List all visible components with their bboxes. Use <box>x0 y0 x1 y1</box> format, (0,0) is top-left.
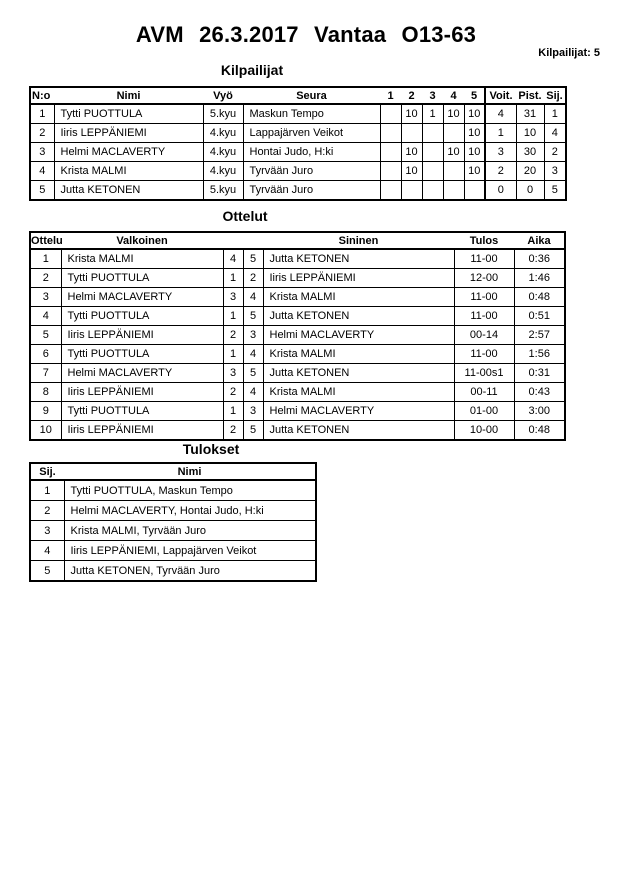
col-header-points: Pist. <box>516 87 544 104</box>
cell-score-3 <box>422 124 443 143</box>
cell-blue-name: Krista MALMI <box>263 345 454 364</box>
cell-match-no: 3 <box>30 288 61 307</box>
cell-score-2 <box>401 124 422 143</box>
cell-belt: 4.kyu <box>203 143 243 162</box>
cell-score-1 <box>380 162 401 181</box>
cell-score-3 <box>422 162 443 181</box>
cell-wins: 2 <box>485 162 516 181</box>
cell-name: Krista MALMI, Tyrvään Juro <box>64 521 316 541</box>
cell-white-no: 2 <box>223 421 243 441</box>
cell-blue-no: 4 <box>243 345 263 364</box>
cell-white-no: 1 <box>223 269 243 288</box>
cell-white-name: Helmi MACLAVERTY <box>61 288 223 307</box>
cell-white-no: 3 <box>223 364 243 383</box>
cell-name: Iiris LEPPÄNIEMI <box>54 124 203 143</box>
cell-score-4: 10 <box>443 104 464 124</box>
results-section-heading: Tulokset <box>182 441 240 457</box>
match-row <box>30 345 565 364</box>
cell-rank: 2 <box>30 501 64 521</box>
cell-time: 1:56 <box>514 345 565 364</box>
cell-match-no: 10 <box>30 421 61 441</box>
result-row <box>30 501 316 521</box>
cell-match-no: 8 <box>30 383 61 402</box>
cell-no: 1 <box>30 104 54 124</box>
competitor-row <box>30 124 566 143</box>
cell-points: 10 <box>516 124 544 143</box>
cell-time: 3:00 <box>514 402 565 421</box>
cell-blue-no: 5 <box>243 364 263 383</box>
cell-match-no: 2 <box>30 269 61 288</box>
cell-white-no: 1 <box>223 307 243 326</box>
cell-points: 0 <box>516 181 544 201</box>
col-header-blue-no <box>243 232 263 249</box>
cell-result: 00-14 <box>454 326 514 345</box>
cell-white-no: 2 <box>223 326 243 345</box>
cell-white-no: 3 <box>223 288 243 307</box>
cell-wins: 4 <box>485 104 516 124</box>
col-header-4: 4 <box>443 87 464 104</box>
cell-belt: 4.kyu <box>203 162 243 181</box>
cell-rank: 5 <box>30 561 64 582</box>
cell-blue-no: 4 <box>243 288 263 307</box>
col-header-white: Valkoinen <box>61 232 223 249</box>
col-header-wins: Voit. <box>485 87 516 104</box>
col-header-club: Seura <box>243 87 380 104</box>
cell-white-name: Krista MALMI <box>61 249 223 269</box>
cell-wins: 1 <box>485 124 516 143</box>
cell-rank: 5 <box>544 181 566 201</box>
col-header-rank: Sij. <box>544 87 566 104</box>
competitors-table <box>29 86 567 201</box>
col-header-5: 5 <box>464 87 485 104</box>
cell-name: Helmi MACLAVERTY <box>54 143 203 162</box>
cell-name: Jutta KETONEN, Tyrvään Juro <box>64 561 316 582</box>
cell-score-1 <box>380 143 401 162</box>
cell-name: Jutta KETONEN <box>54 181 203 201</box>
cell-blue-no: 2 <box>243 269 263 288</box>
cell-score-2: 10 <box>401 143 422 162</box>
cell-match-no: 7 <box>30 364 61 383</box>
matches-header-row <box>30 232 565 249</box>
cell-time: 0:36 <box>514 249 565 269</box>
cell-name: Helmi MACLAVERTY, Hontai Judo, H:ki <box>64 501 316 521</box>
cell-score-5: 10 <box>464 162 485 181</box>
cell-no: 5 <box>30 181 54 201</box>
match-row <box>30 383 565 402</box>
col-header-3: 3 <box>422 87 443 104</box>
cell-result: 01-00 <box>454 402 514 421</box>
cell-blue-no: 3 <box>243 326 263 345</box>
cell-score-5: 10 <box>464 143 485 162</box>
cell-score-4 <box>443 181 464 201</box>
cell-blue-name: Iiris LEPPÄNIEMI <box>263 269 454 288</box>
matches-section-heading: Ottelut <box>222 208 268 224</box>
cell-result: 11-00 <box>454 288 514 307</box>
cell-time: 1:46 <box>514 269 565 288</box>
cell-result: 10-00 <box>454 421 514 441</box>
col-header-no: N:o <box>30 87 54 104</box>
col-header-white-no <box>223 232 243 249</box>
match-row <box>30 269 565 288</box>
result-row <box>30 541 316 561</box>
cell-rank: 3 <box>544 162 566 181</box>
cell-time: 0:31 <box>514 364 565 383</box>
cell-result: 12-00 <box>454 269 514 288</box>
cell-blue-name: Jutta KETONEN <box>263 307 454 326</box>
competitor-row <box>30 181 566 201</box>
cell-match-no: 1 <box>30 249 61 269</box>
cell-no: 2 <box>30 124 54 143</box>
cell-rank: 4 <box>30 541 64 561</box>
cell-name: Iiris LEPPÄNIEMI, Lappajärven Veikot <box>64 541 316 561</box>
cell-club: Lappajärven Veikot <box>243 124 380 143</box>
cell-blue-name: Jutta KETONEN <box>263 421 454 441</box>
cell-score-3 <box>422 181 443 201</box>
cell-score-2: 10 <box>401 104 422 124</box>
cell-blue-no: 5 <box>243 421 263 441</box>
match-row <box>30 249 565 269</box>
cell-blue-name: Jutta KETONEN <box>263 364 454 383</box>
cell-white-name: Tytti PUOTTULA <box>61 345 223 364</box>
col-header-belt: Vyö <box>203 87 243 104</box>
match-row <box>30 402 565 421</box>
cell-white-name: Iiris LEPPÄNIEMI <box>61 383 223 402</box>
cell-white-name: Tytti PUOTTULA <box>61 402 223 421</box>
cell-blue-no: 5 <box>243 249 263 269</box>
result-row <box>30 521 316 541</box>
col-header-blue: Sininen <box>263 232 454 249</box>
cell-white-name: Helmi MACLAVERTY <box>61 364 223 383</box>
cell-score-2: 10 <box>401 162 422 181</box>
cell-rank: 1 <box>544 104 566 124</box>
cell-belt: 4.kyu <box>203 124 243 143</box>
match-row <box>30 307 565 326</box>
cell-time: 0:43 <box>514 383 565 402</box>
cell-points: 20 <box>516 162 544 181</box>
cell-no: 3 <box>30 143 54 162</box>
cell-time: 0:48 <box>514 421 565 441</box>
result-row <box>30 480 316 501</box>
col-header-1: 1 <box>380 87 401 104</box>
col-header-match-no: Ottelu <box>30 232 61 249</box>
cell-result: 11-00 <box>454 249 514 269</box>
cell-rank: 2 <box>544 143 566 162</box>
cell-score-1 <box>380 124 401 143</box>
competitor-row <box>30 104 566 124</box>
cell-score-5: 10 <box>464 124 485 143</box>
cell-time: 0:48 <box>514 288 565 307</box>
cell-club: Maskun Tempo <box>243 104 380 124</box>
match-row <box>30 364 565 383</box>
cell-club: Hontai Judo, H:ki <box>243 143 380 162</box>
cell-result: 11-00 <box>454 345 514 364</box>
cell-score-4 <box>443 124 464 143</box>
competitors-section-heading: Kilpailijat <box>220 62 284 78</box>
cell-score-2 <box>401 181 422 201</box>
cell-blue-name: Krista MALMI <box>263 288 454 307</box>
cell-white-no: 4 <box>223 249 243 269</box>
cell-rank: 3 <box>30 521 64 541</box>
col-header-name: Nimi <box>54 87 203 104</box>
cell-blue-no: 4 <box>243 383 263 402</box>
cell-score-1 <box>380 181 401 201</box>
matches-table <box>29 231 566 441</box>
cell-score-5 <box>464 181 485 201</box>
cell-score-5: 10 <box>464 104 485 124</box>
cell-blue-name: Krista MALMI <box>263 383 454 402</box>
cell-blue-name: Helmi MACLAVERTY <box>263 326 454 345</box>
competitors-count-label: Kilpailijat: 5 <box>538 47 600 59</box>
col-header-time: Aika <box>514 232 565 249</box>
cell-white-name: Iiris LEPPÄNIEMI <box>61 421 223 441</box>
cell-time: 2:57 <box>514 326 565 345</box>
match-row <box>30 421 565 441</box>
cell-blue-no: 3 <box>243 402 263 421</box>
cell-wins: 0 <box>485 181 516 201</box>
result-row <box>30 561 316 582</box>
cell-club: Tyrvään Juro <box>243 162 380 181</box>
cell-belt: 5.kyu <box>203 181 243 201</box>
cell-white-name: Tytti PUOTTULA <box>61 269 223 288</box>
cell-no: 4 <box>30 162 54 181</box>
cell-blue-name: Helmi MACLAVERTY <box>263 402 454 421</box>
col-header-result: Tulos <box>454 232 514 249</box>
cell-name: Tytti PUOTTULA <box>54 104 203 124</box>
cell-time: 0:51 <box>514 307 565 326</box>
match-row <box>30 326 565 345</box>
cell-points: 31 <box>516 104 544 124</box>
cell-score-1 <box>380 104 401 124</box>
cell-blue-name: Jutta KETONEN <box>263 249 454 269</box>
cell-wins: 3 <box>485 143 516 162</box>
cell-points: 30 <box>516 143 544 162</box>
cell-match-no: 9 <box>30 402 61 421</box>
cell-white-name: Iiris LEPPÄNIEMI <box>61 326 223 345</box>
cell-score-4 <box>443 162 464 181</box>
cell-name: Tytti PUOTTULA, Maskun Tempo <box>64 480 316 501</box>
col-header-name: Nimi <box>64 463 316 480</box>
cell-rank: 4 <box>544 124 566 143</box>
cell-club: Tyrvään Juro <box>243 181 380 201</box>
cell-result: 11-00s1 <box>454 364 514 383</box>
cell-blue-no: 5 <box>243 307 263 326</box>
col-header-2: 2 <box>401 87 422 104</box>
cell-score-3 <box>422 143 443 162</box>
cell-white-no: 1 <box>223 345 243 364</box>
cell-score-3: 1 <box>422 104 443 124</box>
cell-score-4: 10 <box>443 143 464 162</box>
competitors-header-row <box>30 87 566 104</box>
match-row <box>30 288 565 307</box>
cell-belt: 5.kyu <box>203 104 243 124</box>
cell-white-no: 1 <box>223 402 243 421</box>
cell-result: 11-00 <box>454 307 514 326</box>
cell-match-no: 4 <box>30 307 61 326</box>
cell-match-no: 5 <box>30 326 61 345</box>
cell-white-name: Tytti PUOTTULA <box>61 307 223 326</box>
cell-name: Krista MALMI <box>54 162 203 181</box>
col-header-rank: Sij. <box>30 463 64 480</box>
cell-white-no: 2 <box>223 383 243 402</box>
page-title: AVM 26.3.2017 Vantaa O13-63 <box>135 22 477 47</box>
cell-match-no: 6 <box>30 345 61 364</box>
results-table <box>29 462 317 582</box>
competitor-row <box>30 143 566 162</box>
cell-result: 00-11 <box>454 383 514 402</box>
cell-rank: 1 <box>30 480 64 501</box>
competitor-row <box>30 162 566 181</box>
results-header-row <box>30 463 316 480</box>
